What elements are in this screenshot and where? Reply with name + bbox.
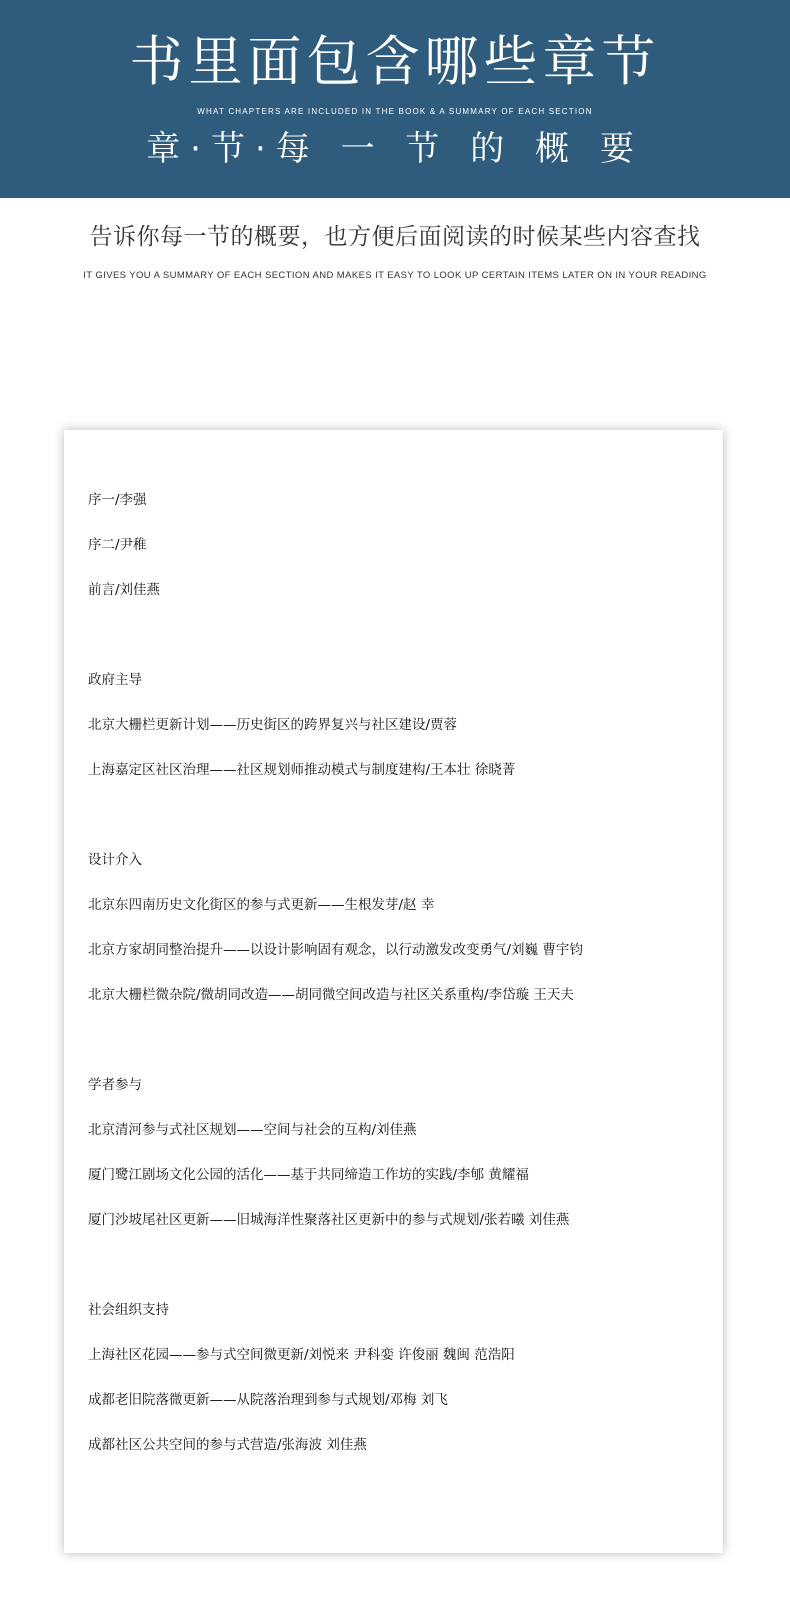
banner-subtitle: 章·节·每 一 节 的 概 要 xyxy=(146,129,644,169)
banner-english-subtitle: WHAT CHAPTERS ARE INCLUDED IN THE BOOK & A SUMMARY OF EACH SECTION xyxy=(197,107,593,116)
toc-entry: 北京大栅栏更新计划——历史街区的跨界复兴与社区建设/贾蓉 xyxy=(88,717,458,733)
banner-title: 书里面包含哪些章节 xyxy=(129,30,661,93)
section-heading-design: 设计介入 xyxy=(88,852,142,868)
toc-entry: 北京方家胡同整治提升——以设计影响固有观念，以行动激发改变勇气/刘巍 曹宇钧 xyxy=(88,942,583,958)
toc-entry: 北京清河参与式社区规划——空间与社会的互构/刘佳燕 xyxy=(88,1122,417,1138)
preface-2: 序二/尹稚 xyxy=(88,537,147,553)
foreword: 前言/刘佳燕 xyxy=(88,582,161,598)
section-heading-government: 政府主导 xyxy=(88,672,142,688)
toc-entry: 上海嘉定区社区治理——社区规划师推动模式与制度建构/王本壮 徐晓菁 xyxy=(88,762,516,778)
table-of-contents-card xyxy=(64,430,723,1553)
section-heading-social-organizations: 社会组织支持 xyxy=(88,1302,169,1318)
toc-entry: 上海社区花园——参与式空间微更新/刘悦来 尹科娈 许俊丽 魏闽 范浩阳 xyxy=(88,1347,515,1363)
toc-entry: 厦门鹭江剧场文化公园的活化——基于共同缔造工作坊的实践/李郇 黄耀福 xyxy=(88,1167,529,1183)
intro-english: IT GIVES YOU A SUMMARY OF EACH SECTION AND MAKES IT EASY TO LOOK UP CERTAIN ITEMS LATER ON IN YOUR READING xyxy=(83,270,707,281)
title-banner xyxy=(0,0,790,198)
section-heading-scholars: 学者参与 xyxy=(88,1077,142,1093)
intro-text: 告诉你每一节的概要，也方便后面阅读的时候某些内容查找 xyxy=(89,224,701,250)
toc-entry: 成都老旧院落微更新——从院落治理到参与式规划/邓梅 刘飞 xyxy=(88,1392,448,1408)
toc-entry: 厦门沙坡尾社区更新——旧城海洋性聚落社区更新中的参与式规划/张若曦 刘佳燕 xyxy=(88,1212,570,1228)
toc-entry: 成都社区公共空间的参与式营造/张海波 刘佳燕 xyxy=(88,1437,367,1453)
preface-1: 序一/李强 xyxy=(88,492,147,508)
toc-entry: 北京东四南历史文化街区的参与式更新——生根发芽/赵 幸 xyxy=(88,897,435,913)
toc-entry: 北京大栅栏微杂院/微胡同改造——胡同微空间改造与社区关系重构/李岱璇 王天夫 xyxy=(88,987,574,1003)
